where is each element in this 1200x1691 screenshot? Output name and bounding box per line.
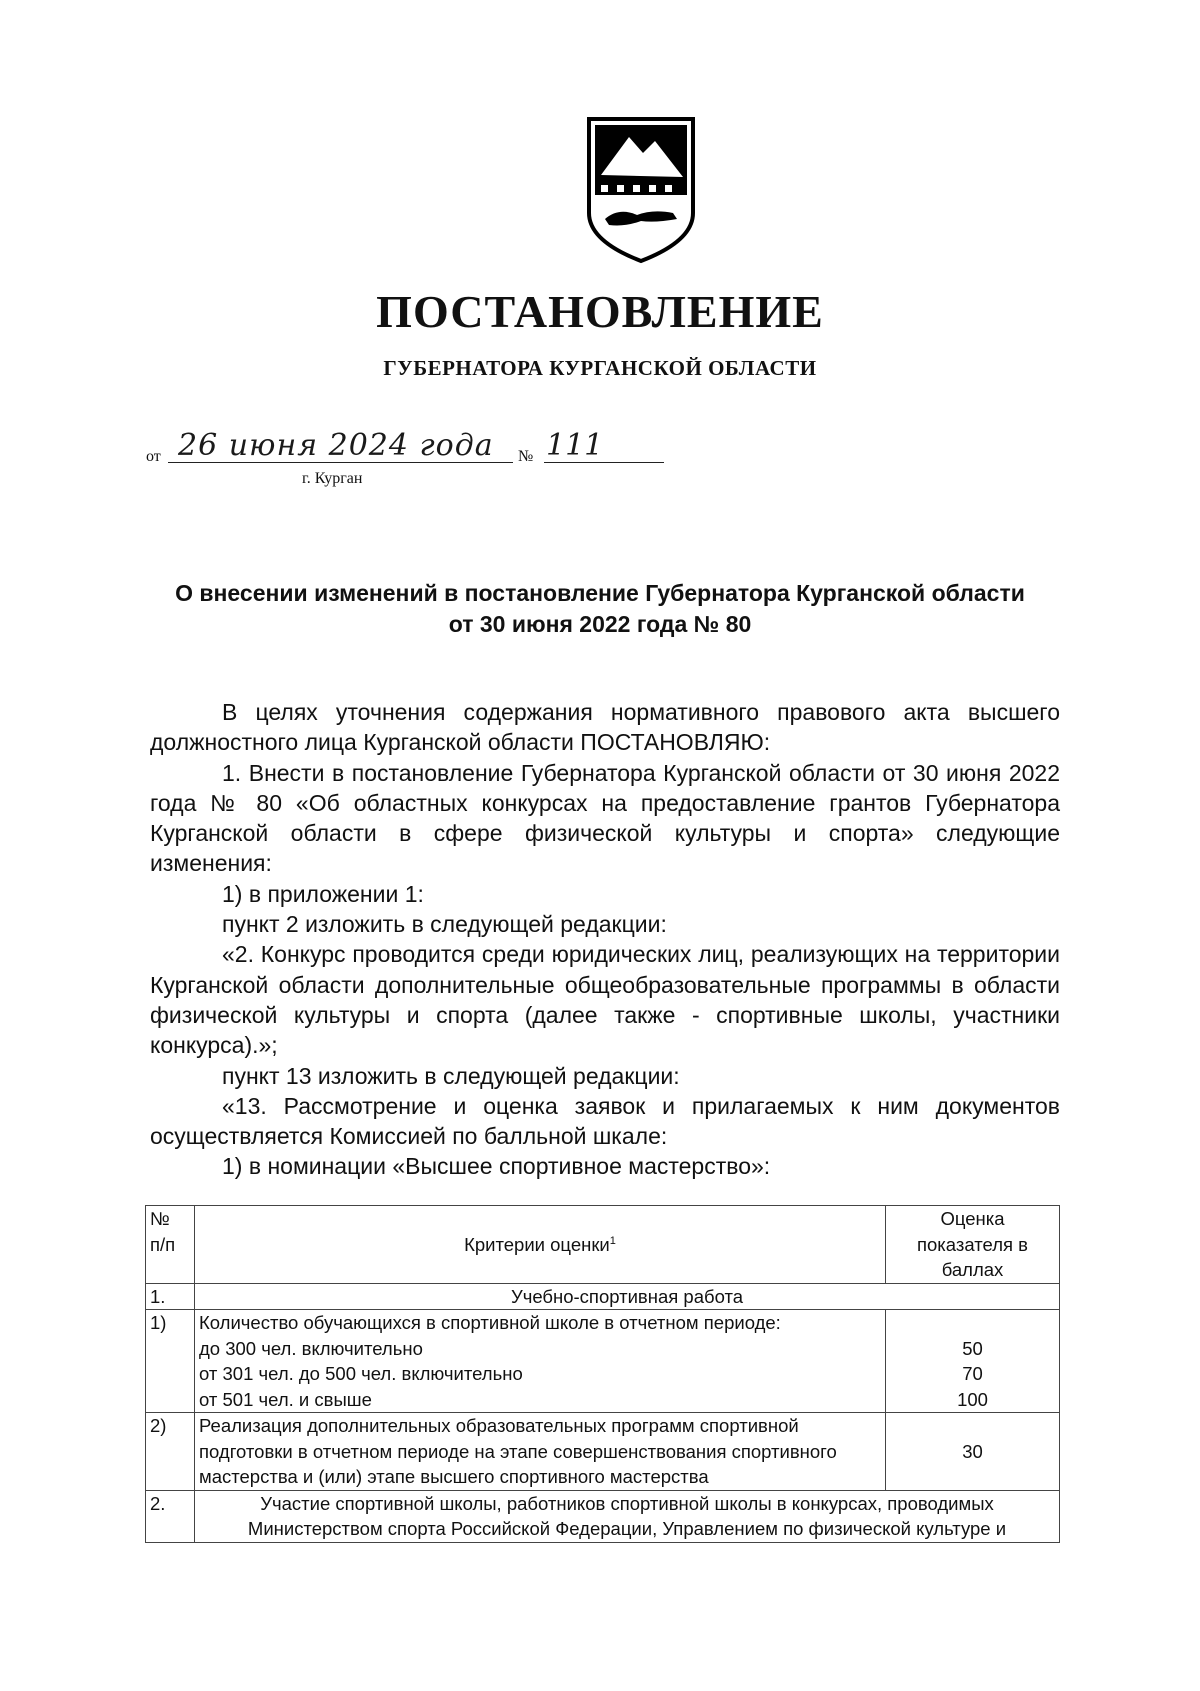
number-prefix: №: [518, 448, 534, 465]
row-2-num: 2): [146, 1413, 195, 1491]
table-row: [146, 1490, 1060, 1542]
coat-of-arms-emblem: [585, 115, 697, 265]
resolution-body: [150, 697, 1060, 1182]
paragraph-5: «2. Конкурс проводится среди юридических лиц, реализующих на территории Курганской области дополнительные общеобразовательные программы в области физической культуры и спорта (далее также - спортивные школы, участники конкурса).»;: [150, 941, 1060, 1059]
section-1-title: Учебно-спортивная работа: [195, 1283, 1060, 1310]
table-header-row: [146, 1206, 1060, 1284]
section-2-line-2: Министерством спорта Российской Федерации, Управлением по физической культуре и: [247, 1518, 1007, 1539]
heading-line-1: О внесении изменений в постановление Губернатора Курганской области: [175, 580, 1025, 606]
document-title: ПОСТАНОВЛЕНИЕ: [376, 286, 824, 337]
row-1-line-4: от 501 чел. и свыше: [199, 1388, 372, 1410]
handwritten-date: 26 июня 2024 года: [178, 428, 494, 463]
paragraph-1: В целях уточнения содержания нормативного правового акта высшего должностного лица Курганской области ПОСТАНОВЛЯЮ:: [150, 699, 1060, 756]
criteria-table: [145, 1205, 1060, 1543]
header-score-line-1: Оценка: [940, 1208, 1005, 1229]
city-label: г. Курган: [302, 470, 363, 487]
header-score-line-2: показателя в: [917, 1233, 1028, 1255]
header-score-cell: [886, 1206, 1060, 1284]
paragraph-4: пункт 2 изложить в следующей редакции:: [222, 911, 667, 938]
paragraph-7: «13. Рассмотрение и оценка заявок и прилагаемых к ним документов осуществляется Комиссией по балльной шкале:: [150, 1092, 1060, 1150]
row-1-line-1: Количество обучающихся в спортивной школе в отчетном периоде:: [199, 1312, 781, 1333]
section-1-num: 1.: [146, 1283, 195, 1310]
date-prefix: от: [146, 448, 161, 465]
paragraph-8: 1) в номинации «Высшее спортивное мастерство»:: [222, 1153, 771, 1180]
row-1-score-3: 100: [957, 1388, 988, 1410]
header-score-line-3: баллах: [941, 1259, 1004, 1280]
row-1-line-2: до 300 чел. включительно: [199, 1337, 423, 1359]
header-num-line-1: №: [150, 1208, 170, 1229]
header-num-cell: [146, 1206, 195, 1284]
row-1-criteria: [195, 1310, 886, 1413]
header-num-line-2: п/п: [150, 1233, 176, 1255]
paragraph-2: 1. Внести в постановление Губернатора Курганской области от 30 июня 2022 года № 80 «Об областных конкурсах на предоставление грантов Губернатора Курганской области в сфере физической культуры и спорта» следующие изменения:: [150, 759, 1060, 877]
section-2-title: [195, 1490, 1060, 1542]
handwritten-number: 111: [546, 428, 604, 463]
paragraph-6: пункт 13 изложить в следующей редакции:: [222, 1062, 680, 1089]
section-2-num: 2.: [146, 1490, 195, 1542]
row-1-score-2: 70: [962, 1363, 983, 1384]
row-1-score-1: 50: [962, 1337, 983, 1359]
row-1-scores: [886, 1310, 1060, 1413]
heading-line-2: от 30 июня 2022 года № 80: [448, 611, 752, 637]
header-criteria-cell: [195, 1206, 886, 1284]
section-2-line-1: Участие спортивной школы, работников спортивной школы в конкурсах, проводимых: [260, 1492, 994, 1514]
row-1-num: 1): [146, 1310, 195, 1413]
footnote-marker: 1: [609, 1234, 616, 1247]
header-criteria-text: Критерии оценки: [464, 1233, 610, 1255]
table-row: [146, 1310, 1060, 1413]
paragraph-3: 1) в приложении 1:: [222, 880, 424, 907]
issuer-subtitle: ГУБЕРНАТОРА КУРГАНСКОЙ ОБЛАСТИ: [383, 356, 817, 380]
date-number-line: [146, 428, 666, 500]
row-1-line-3: от 301 чел. до 500 чел. включительно: [199, 1363, 523, 1384]
table-row: [146, 1283, 1060, 1310]
row-2-score: 30: [886, 1413, 1060, 1491]
row-2-criteria: Реализация дополнительных образовательных программ спортивной подготовки в отчетном периоде на этапе совершенствования спортивного мастерства и (или) этапе высшего спортивного мастерства: [195, 1413, 886, 1491]
resolution-heading: [120, 578, 1080, 640]
table-row: [146, 1413, 1060, 1491]
